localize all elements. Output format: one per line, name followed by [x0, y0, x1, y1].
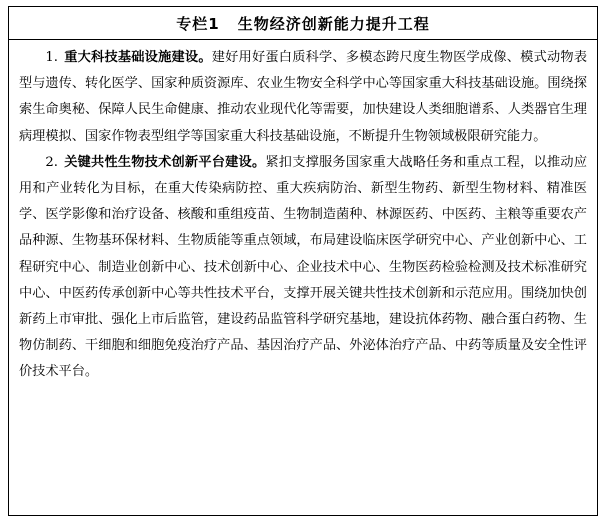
box-title: 生物经济创新能力提升工程 [237, 14, 430, 33]
box-label: 专栏1 [176, 14, 220, 33]
box-title-bar [9, 7, 597, 40]
item-heading: 关键共性生物技术创新平台建设。 [63, 154, 266, 170]
item-paragraph [19, 150, 587, 386]
item-heading: 重大科技基础设施建设。 [63, 50, 212, 65]
item-number: 2. [45, 154, 58, 170]
item-body: 建好用好蛋白质科学、多模态跨尺度生物医学成像、模式动物表型与遗传、转化医学、国家种质资源库、农业生物安全科学中心等国家重大科技基础设施。围绕探索生命奥秘、保障人民生命健康、推动农业现代化等需要，加快建设人类细胞谱系、人类器官生理病理模拟、国家作物表型组学等国家重大科技基础设施，不断提升生物领域极限研究能力。 [19, 50, 588, 144]
item-body: 紧扣支撑服务国家重大战略任务和重点工程，以推动应用和产业转化为目标，在重大传染病防控、重大疾病防治、新型生物药、新型生物材料、精准医学、医学影像和治疗设备、核酸和重组疫苗、生物制造菌种、林源医药、中医药、主粮等重要农产品种源、生物基环保材料、生物质能等重点领域，布局建设临床医学研究中心、产业创新中心、工程研究中心、制造业创新中心、技术创新中心、企业技术中心、生物医药检验检测及技术标准研究中心、中医药传承创新中心等共性技术平台，支撑开展关键共性技术创新和示范应用。围绕加快创新药上市审批、强化上市后监管，建设药品监管科学研究基地，建设抗体药物、融合蛋白药物、生物仿制药、干细胞和细胞免疫治疗产品、基因治疗产品、外泌体治疗产品、中药等质量及安全性评价技术平台。 [19, 154, 588, 380]
feature-box [8, 6, 598, 516]
item-paragraph [19, 45, 587, 150]
item-number: 1. [45, 50, 58, 65]
box-content [9, 40, 597, 386]
